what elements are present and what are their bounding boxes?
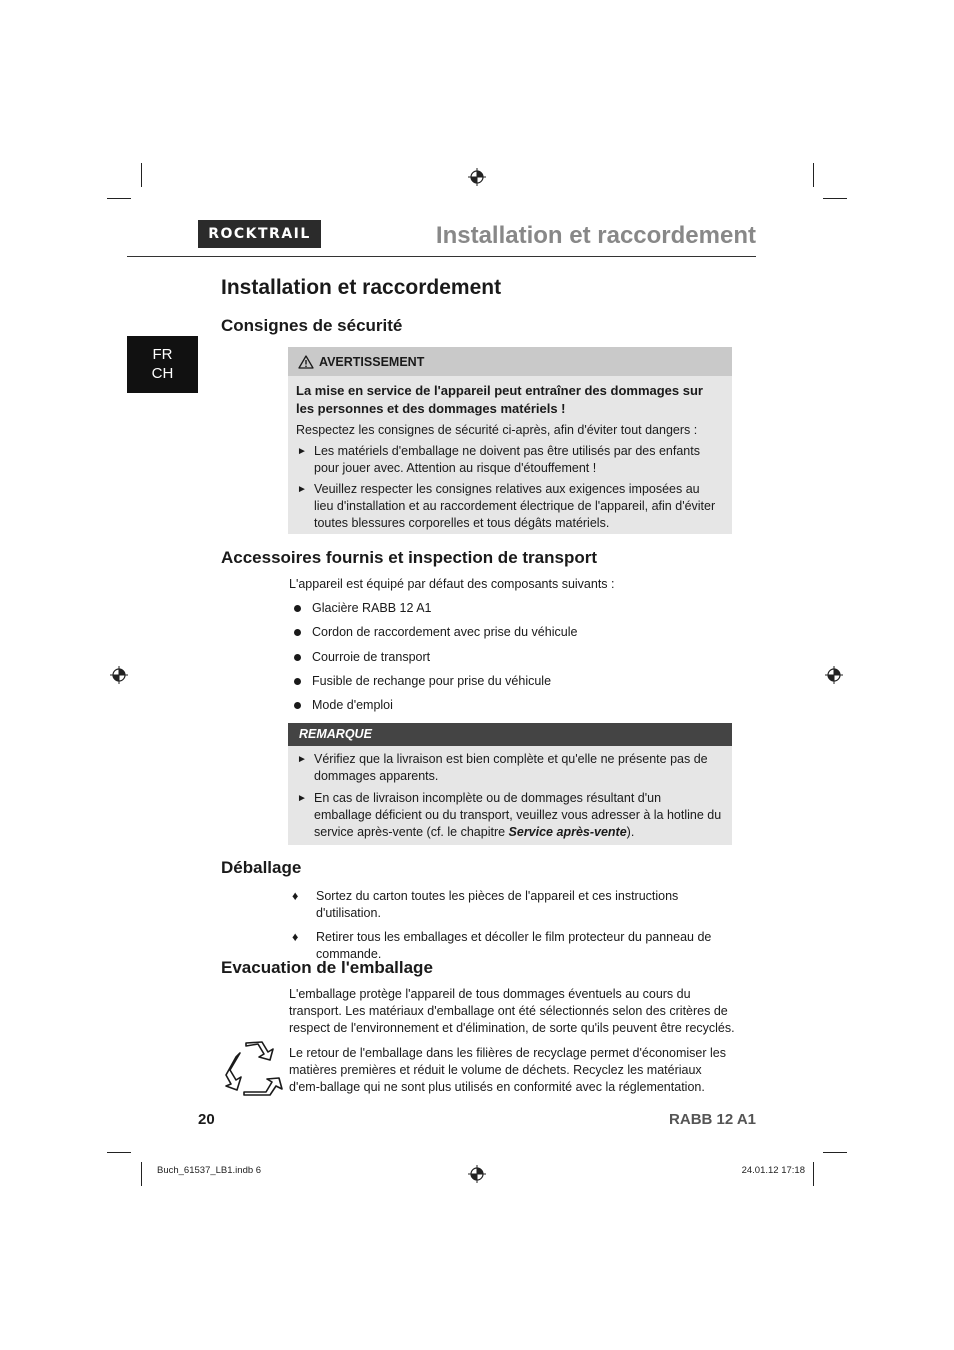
bullet-icon — [294, 678, 301, 685]
remark-item-text: En cas de livraison incomplète ou de dommages résultant d'un emballage déficient ou du transport, veuillez vous adresser à la hotline du service après-vente (cf. le chapitre — [314, 791, 722, 839]
language-tab-line: FR — [152, 346, 173, 363]
warning-header — [288, 347, 732, 376]
running-title: Installation et raccordement — [435, 222, 756, 249]
list-item-text: Courroie de transport — [312, 649, 431, 664]
list-item — [294, 624, 577, 648]
list-item — [294, 600, 577, 624]
section-heading-accessories: Accessoires fournis et inspection de transport — [221, 548, 597, 567]
language-tab — [127, 336, 198, 393]
remark-item — [296, 751, 722, 785]
arrow-right-icon: ► — [297, 484, 307, 495]
crop-mark — [141, 1162, 142, 1186]
list-item-text: Mode d'emploi — [312, 698, 393, 713]
bullet-icon — [294, 702, 301, 709]
header-rule — [127, 256, 756, 257]
warning-item-text: Les matériels d'emballage ne doivent pas être utilisés par des enfants pour jouer avec. Attention au risque d'étouffement ! — [314, 444, 700, 475]
model-name: RABB 12 A1 — [669, 1111, 756, 1128]
warning-intro: Respectez les consignes de sécurité ci-après, afin d'éviter tout dangers : — [296, 423, 698, 437]
crop-mark — [107, 1152, 131, 1153]
brand-logo: ROCKTRAIL — [198, 220, 321, 248]
warning-triangle-icon — [298, 355, 314, 369]
crop-mark — [141, 163, 142, 187]
page-number: 20 — [198, 1111, 215, 1128]
remark-item-text: Vérifiez que la livraison est bien complète et qu'elle ne présente pas de dommages apparents. — [314, 752, 708, 783]
slug-file: Buch_61537_LB1.indb 6 — [157, 1165, 262, 1176]
list-item-text: Cordon de raccordement avec prise du véhicule — [312, 625, 578, 640]
arrow-right-icon: ► — [297, 446, 307, 457]
list-item-text: Glacière RABB 12 A1 — [312, 601, 432, 615]
list-item-text: Sortez du carton toutes les pièces de l'appareil et ces instructions d'utilisation. — [316, 889, 679, 920]
crop-mark — [107, 198, 131, 199]
remark-emphasis: Service après-vente — [508, 825, 627, 839]
language-tab-line: CH — [151, 365, 174, 382]
warning-bold-text: La mise en service de l'appareil peut entraîner des dommages sur les personnes et des dommages matériels ! — [296, 383, 703, 416]
remark-item — [296, 790, 722, 841]
warning-item — [296, 481, 722, 532]
registration-mark-icon — [825, 666, 843, 684]
crop-mark — [813, 1162, 814, 1186]
arrow-right-icon: ► — [297, 754, 307, 765]
crop-mark — [823, 198, 847, 199]
section-heading-unpacking: Déballage — [221, 858, 302, 877]
list-item-text: Retirer tous les emballages et décoller le film protecteur du panneau de commande. — [316, 930, 712, 961]
warning-item — [296, 443, 722, 477]
warning-item-text: Veuillez respecter les consignes relatives aux exigences imposées au lieu d'installation et au raccordement électrique de l'appareil, afin d'éviter toutes blessures corporelles et tous dégâts matériels. — [314, 482, 716, 530]
diamond-bullet-icon: ♦ — [292, 889, 299, 903]
registration-mark-icon — [468, 1165, 486, 1183]
warning-label: AVERTISSEMENT — [319, 354, 425, 369]
section-heading-safety: Consignes de sécurité — [221, 316, 403, 335]
crop-mark — [813, 163, 814, 187]
accessories-intro: L'appareil est équipé par défaut des composants suivants : — [289, 577, 615, 591]
bullet-icon — [294, 654, 301, 661]
bullet-icon — [294, 629, 301, 636]
registration-mark-icon — [468, 168, 486, 186]
list-item — [294, 649, 577, 673]
disposal-paragraph: Le retour de l'emballage dans les filières de recyclage permet d'économiser les matières premières et réduit le volume de déchets. Recyclez les matériaux d'em-ballage qui ne sont plus utilisés en conformité avec la réglementation. — [289, 1046, 726, 1094]
remark-label: REMARQUE — [288, 723, 732, 746]
accessories-list — [294, 600, 577, 721]
crop-mark — [823, 1152, 847, 1153]
remark-item-text-end: ). — [626, 825, 635, 839]
page-title: Installation et raccordement — [221, 276, 502, 299]
list-item-text: Fusible de rechange pour prise du véhicule — [312, 673, 552, 688]
bullet-icon — [294, 605, 301, 612]
remark-box — [288, 723, 732, 845]
warning-box — [288, 347, 732, 534]
section-heading-disposal: Evacuation de l'emballage — [221, 958, 433, 977]
slug-date: 24.01.12 17:18 — [741, 1165, 805, 1176]
list-item — [294, 673, 577, 697]
recycling-icon — [224, 1040, 286, 1096]
arrow-right-icon: ► — [297, 793, 307, 804]
disposal-paragraph: L'emballage protège l'appareil de tous dommages éventuels au cours du transport. Les matériaux d'emballage ont été sélectionnés selon des critères de respect de l'environnement et d'élimination, de sorte qu'ils peuvent être recyclés. — [289, 987, 735, 1035]
list-item — [292, 888, 732, 922]
registration-mark-icon — [110, 666, 128, 684]
diamond-bullet-icon: ♦ — [292, 930, 299, 944]
list-item — [294, 697, 577, 721]
